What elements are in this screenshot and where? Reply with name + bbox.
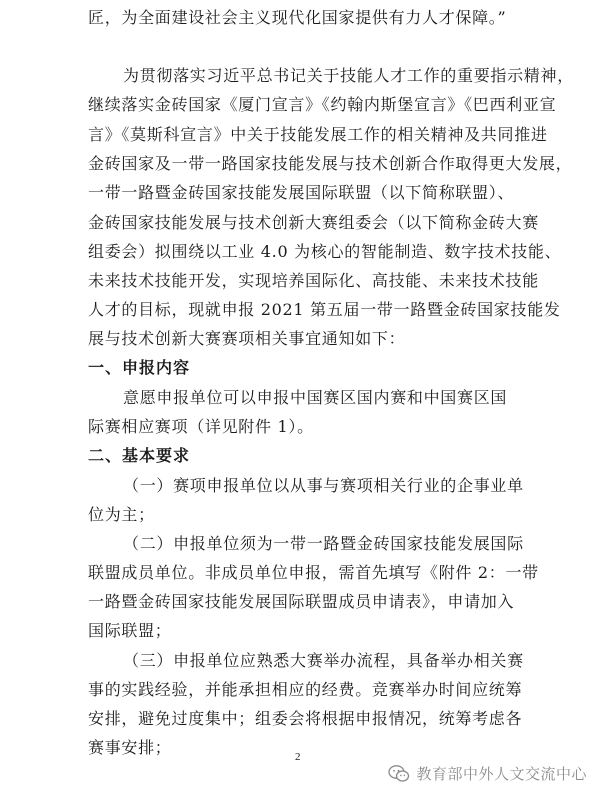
text-line: 金砖国家及一带一路国家技能发展与技术创新合作取得更大发展， [88, 154, 573, 173]
text-line: 继续落实金砖国家《厦门宣言》《约翰内斯堡宣言》《巴西利亚宣 [88, 95, 557, 114]
text-line: 国际联盟； [88, 621, 172, 640]
page-number: 2 [295, 751, 301, 763]
text-line: 人才的目标，现就申报 2021 第五届一带一路暨金砖国家技能发 [88, 300, 561, 319]
text-line: 联盟成员单位。非成员单位申报，需首先填写《附件 2：一带 [88, 563, 539, 582]
text-line: 位为主； [88, 505, 155, 524]
text-line: 际赛相应赛项（详见附件 1）。 [88, 417, 314, 436]
text-line: 一路暨金砖国家技能发展国际联盟成员申请表》，申请加入 [88, 592, 515, 611]
text-line: 安排，避免过度集中；组委会将根据申报情况，统筹考虑各 [88, 709, 523, 728]
text-line: 一带一路暨金砖国家技能发展国际联盟（以下简称联盟）、 [88, 183, 515, 202]
text-line: 未来技术技能开发，实现培养国际化、高技能、未来技术技能 [88, 271, 539, 290]
text-line: 展与技术创新大赛赛项相关事宜通知如下： [88, 329, 406, 348]
text-line: 匠，为全面建设社会主义现代化国家提供有力人才保障。” [88, 8, 507, 27]
text-line: （一）赛项申报单位以从事与赛项相关行业的企事业单 [123, 476, 524, 495]
section-heading: 一、申报内容 [88, 358, 191, 377]
text-line: 事的实践经验，并能承担相应的经费。竞赛举办时间应统筹 [88, 680, 523, 699]
text-line: （三）申报单位应熟悉大赛举办流程，具备举办相关赛 [123, 651, 524, 670]
watermark-text: 教育部中外人文交流中心 [416, 765, 587, 783]
text-line: （二）申报单位须为一带一路暨金砖国家技能发展国际 [123, 534, 524, 553]
wechat-watermark [388, 763, 587, 784]
text-line: 为贯彻落实习近平总书记关于技能人才工作的重要指示精神， [123, 66, 574, 85]
wechat-icon [388, 764, 410, 784]
text-line: 意愿申报单位可以申报中国赛区国内赛和中国赛区国 [123, 388, 508, 407]
text-line: 组委会）拟围绕以工业 4.0 为核心的智能制造、数字技术技能、 [88, 242, 562, 261]
text-line: 言》《莫斯科宣言》中关于技能发展工作的相关精神及共同推进 [88, 125, 548, 144]
section-heading: 二、基本要求 [88, 446, 191, 465]
text-line: 赛事安排； [88, 738, 172, 757]
text-line: 金砖国家技能发展与技术创新大赛组委会（以下简称金砖大赛 [88, 213, 539, 232]
